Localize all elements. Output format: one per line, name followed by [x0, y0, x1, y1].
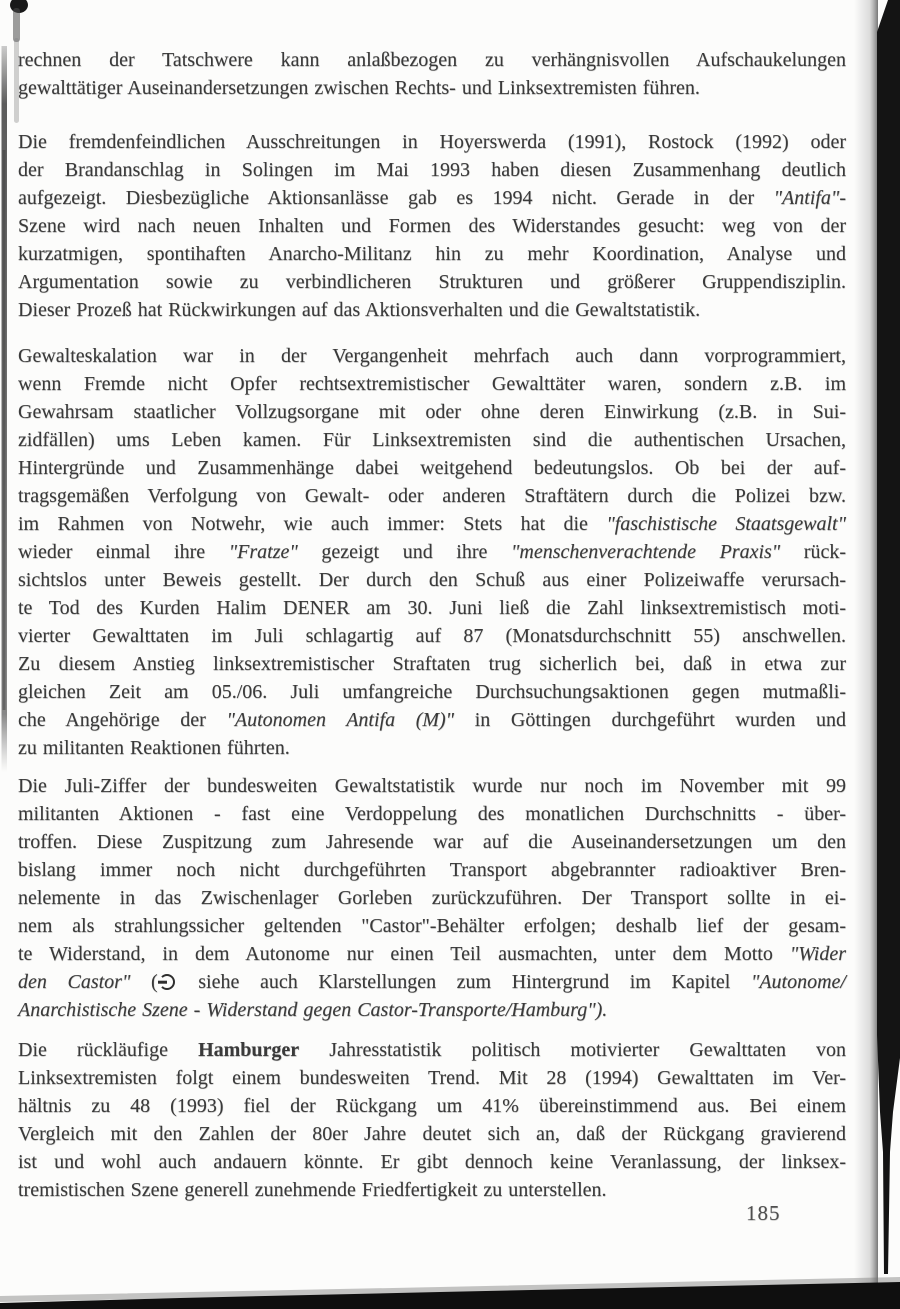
text-run: militanten Aktionen - fast eine Verdoppelung des monatlichen Durchschnitts - über-: [18, 803, 846, 825]
text-line: [18, 1176, 846, 1204]
text-run: Die fremdenfeindlichen Ausschreitungen in Hoyerswerda (1991), Rostock (1992) oder: [18, 131, 846, 153]
text-line: [18, 370, 846, 398]
text-run: Gewalteskalation war in der Vergangenheit mehrfach auch dann vorprogrammiert,: [18, 345, 846, 367]
text-run: bislang immer noch nicht durchgeführten Transport abgebrannter radioaktiver Bren-: [18, 859, 846, 881]
paragraph: [18, 1036, 846, 1204]
text-line: [18, 74, 846, 102]
text-line: [18, 184, 846, 212]
text-run: tragsgemäßen Verfolgung von Gewalt- oder anderen Straftätern durch die Polizei bzw.: [18, 485, 846, 507]
text-run: Linksextremisten folgt einem bundesweiten Trend. Mit 28 (1994) Gewalttaten im Ver-: [18, 1067, 846, 1089]
left-edge-scan-line: [2, 46, 8, 772]
paragraph: [18, 46, 846, 102]
text-run: wenn Fremde nicht Opfer rechtsextremistischer Gewalttäter waren, sondern z.B. im: [18, 373, 846, 395]
text-run: zu militanten Reaktionen führten.: [18, 737, 290, 759]
text-run: sichtslos unter Beweis gestellt. Der durch den Schuß aus einer Polizeiwaffe verursach-: [18, 569, 846, 591]
right-binding-strip: [877, 0, 900, 1274]
text-run: "Autonome/: [750, 971, 846, 993]
text-run: in Göttingen durchgeführt wurden und: [454, 709, 846, 731]
text-line: [18, 426, 846, 454]
text-run: vierter Gewalttaten im Juli schlagartig auf 87 (Monatsdurchschnitt 55) anschwellen.: [18, 625, 846, 647]
right-edge-shading: [854, 0, 878, 1285]
text-run: Hamburger: [198, 1039, 300, 1061]
text-run: den Castor": [18, 971, 131, 993]
text-line: [18, 296, 846, 324]
text-line: [18, 828, 846, 856]
text-line: [18, 46, 846, 74]
text-line: [18, 856, 846, 884]
text-line: [18, 996, 846, 1024]
paragraph: [18, 128, 846, 324]
text-line: [18, 772, 846, 800]
text-run: im Rahmen von Notwehr, wie auch immer: Stets hat die: [18, 513, 607, 535]
text-run: troffen. Diese Zuspitzung zum Jahresende war auf die Auseinandersetzungen um den: [18, 831, 846, 853]
text-line: [18, 212, 846, 240]
text-line: [18, 884, 846, 912]
text-run: te Widerstand, in dem Autonome nur einen Teil ausmachten, unter dem Motto: [18, 943, 790, 965]
text-run: wieder einmal ihre: [18, 541, 229, 563]
text-run: rück-: [780, 541, 846, 563]
text-run: Argumentation sowie zu verbindlicheren Strukturen und größerer Gruppendisziplin.: [18, 271, 846, 293]
text-run: Vergleich mit den Zahlen der 80er Jahre deutet sich an, daß der Rückgang gravierend: [18, 1123, 846, 1145]
text-line: [18, 940, 846, 968]
text-line: [18, 398, 846, 426]
text-run: Hintergründe und Zusammenhänge dabei weitgehend bedeutungslos. Ob bei der auf-: [18, 457, 846, 479]
text-run: gleichen Zeit am 05./06. Juli umfangreiche Durchsuchungsaktionen gegen mutmaßli-: [18, 681, 846, 703]
text-block: [18, 0, 846, 1309]
text-run: -: [839, 187, 846, 209]
text-run: Dieser Prozeß hat Rückwirkungen auf das Aktionsverhalten und die Gewaltstatistik.: [18, 299, 701, 321]
text-run: aufgezeigt. Diesbezügliche Aktionsanlässe gab es 1994 nicht. Gerade in der: [18, 187, 774, 209]
text-line: [18, 1092, 846, 1120]
cross-reference-icon: [159, 974, 175, 990]
text-run: (: [130, 971, 158, 993]
text-run: zidfällen) ums Leben kamen. Für Linksextremisten sind die authentischen Ursachen,: [18, 429, 846, 451]
text-line: [18, 734, 846, 762]
text-line: [18, 706, 846, 734]
text-run: rechnen der Tatschwere kann anlaßbezogen zu verhängnisvollen Aufschaukelungen: [18, 49, 846, 71]
text-line: [18, 156, 846, 184]
text-run: Jahresstatistik politisch motivierter Gewalttaten von: [299, 1039, 846, 1061]
text-line: [18, 482, 846, 510]
text-line: [18, 538, 846, 566]
text-line: [18, 566, 846, 594]
text-run: che Angehörige der: [18, 709, 227, 731]
text-line: [18, 1036, 846, 1064]
text-line: [18, 622, 846, 650]
text-run: "menschenverachtende Praxis": [510, 541, 781, 563]
text-run: nem als strahlungssicher geltenden "Castor"-Behälter erfolgen; deshalb lief der gesam-: [18, 915, 846, 937]
text-line: [18, 240, 846, 268]
text-run: der Brandanschlag in Solingen im Mai 1993 haben diesen Zusammenhang deutlich: [18, 159, 846, 181]
text-run: "Autonomen Antifa (M)": [226, 709, 455, 731]
text-line: [18, 1120, 846, 1148]
text-line: [18, 678, 846, 706]
text-run: ist und wohl auch andauern könnte. Er gibt dennoch keine Veranlassung, der linksex-: [18, 1151, 846, 1173]
text-run: Gewahrsam staatlicher Vollzugsorgane mit oder ohne deren Einwirkung (z.B. in Sui-: [18, 401, 846, 423]
text-line: [18, 128, 846, 156]
text-line: [18, 454, 846, 482]
text-run: hältnis zu 48 (1993) fiel der Rückgang um 41% übereinstimmend aus. Bei einem: [18, 1095, 846, 1117]
text-run: Szene wird nach neuen Inhalten und Formen des Widerstandes gesucht: weg von der: [18, 215, 846, 237]
text-run: "faschistische Staatsgewalt": [606, 513, 846, 535]
text-line: [18, 594, 846, 622]
text-line: [18, 342, 846, 370]
text-run: siehe auch Klarstellungen zum Hintergrund im Kapitel: [177, 971, 751, 993]
text-line: [18, 1064, 846, 1092]
text-run: te Tod des Kurden Halim DENER am 30. Juni ließ die Zahl linksextremistisch moti-: [18, 597, 846, 619]
text-run: "Wider: [789, 943, 846, 965]
text-run: Die Juli-Ziffer der bundesweiten Gewaltstatistik wurde nur noch im November mit 99: [18, 775, 846, 797]
text-line: [18, 510, 846, 538]
text-run: "Antifa": [773, 187, 840, 209]
text-line: [18, 1148, 846, 1176]
text-run: Die rückläufige: [18, 1039, 199, 1061]
left-edge-scan-line-dark: [3, 150, 6, 710]
paragraph: [18, 342, 846, 762]
text-run: kurzatmigen, spontihaften Anarcho-Militanz hin zu mehr Koordination, Analyse und: [18, 243, 846, 265]
text-line: [18, 968, 846, 996]
text-run: nelemente in das Zwischenlager Gorleben zurückzuführen. Der Transport sollte in ei-: [18, 887, 846, 909]
paragraph: [18, 772, 846, 1024]
text-line: [18, 650, 846, 678]
text-line: [18, 268, 846, 296]
text-run: tremistischen Szene generell zunehmende Friedfertigkeit zu unterstellen.: [18, 1179, 607, 1201]
text-line: [18, 912, 846, 940]
text-line: [18, 800, 846, 828]
text-run: Zu diesem Anstieg linksextremistischer Straftaten trug sicherlich bei, daß in etwa zur: [18, 653, 846, 675]
text-run: gezeigt und ihre: [297, 541, 511, 563]
page-number: 185: [746, 1201, 781, 1225]
text-run: Anarchistische Szene - Widerstand gegen Castor-Transporte/Hamburg").: [18, 999, 608, 1021]
text-run: gewalttätiger Auseinandersetzungen zwischen Rechts- und Linksextremisten führen.: [18, 77, 700, 99]
text-run: "Fratze": [228, 541, 298, 563]
